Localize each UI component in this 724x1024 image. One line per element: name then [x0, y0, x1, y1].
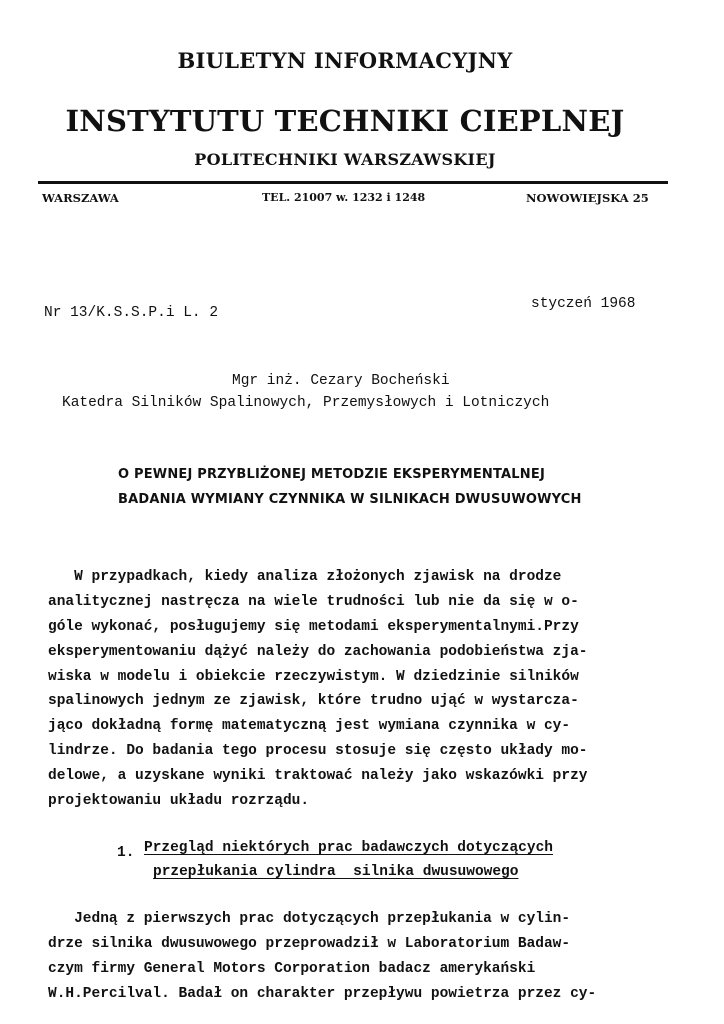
paragraph-intro — [48, 565, 588, 814]
text-line: góle wykonać, posługujemy się metodami eksperymentalnymi.Przy — [48, 618, 579, 635]
text-line: spalinowych jednym ze zjawisk, które trudno ująć w wystarcza- — [48, 693, 579, 710]
paragraph-section1 — [48, 907, 596, 1007]
author-name: Mgr inż. Cezary Bocheński — [232, 373, 450, 389]
article-title-line2: BADANIA WYMIANY CZYNNIKA W SILNIKACH DWUSUWOWYCH — [118, 492, 582, 507]
address-telephone: TEL. 21007 w. 1232 i 1248 — [262, 191, 426, 204]
article-title-line1: O PEWNEJ PRZYBLIŻONEJ METODZIE EKSPERYMENTALNEJ — [118, 467, 545, 482]
header-rule — [38, 181, 668, 184]
text-line: drze silnika dwusuwowego przeprowadził w Laboratorium Badaw- — [48, 935, 571, 952]
author-affiliation: Katedra Silników Spalinowych, Przemysłowych i Lotniczych — [62, 395, 550, 411]
address-street: NOWOWIEJSKA 25 — [526, 191, 649, 205]
text-line: analitycznej nastręcza na wiele trudności lub nie da się w o- — [48, 593, 579, 610]
issue-number: Nr 13/K.S.S.P.i L. 2 — [44, 305, 219, 321]
text-line: czym firmy General Motors Corporation badacz amerykański — [48, 960, 536, 977]
section-heading-line1: Przegląd niektórych prac badawczych dotyczących — [144, 840, 553, 856]
text-line: W.H.Percilval. Badał on charakter przepływu powietrza przez cy- — [48, 985, 597, 1002]
text-line: jąco dokładną formę matematyczną jest wymiana czynnika w cy- — [48, 718, 571, 735]
section-heading-line2: przepłukania cylindra silnika dwusuwowego — [153, 864, 519, 880]
issue-date: styczeń 1968 — [531, 296, 636, 312]
text-line: delowe, a uzyskane wyniki traktować należy jako wskazówki przy — [48, 768, 588, 785]
address-city: WARSZAWA — [42, 191, 119, 205]
bulletin-title-line2: INSTYTUTU TECHNIKI CIEPLNEJ — [65, 104, 625, 138]
bulletin-title-line1: BIULETYN INFORMACYJNY — [177, 48, 513, 73]
text-line: eksperymentowaniu dążyć należy do zachowania podobieństwa zja- — [48, 643, 588, 660]
bulletin-title-line3: POLITECHNIKI WARSZAWSKIEJ — [194, 150, 496, 169]
section-number: 1. — [117, 845, 135, 861]
text-line: Jedną z pierwszych prac dotyczących przepłukania w cylin- — [48, 911, 571, 927]
text-line: wiska w modelu i obiekcie rzeczywistym. W dziedzinie silników — [48, 668, 579, 685]
text-line: projektowaniu układu rozrządu. — [48, 793, 310, 810]
text-line: W przypadkach, kiedy analiza złożonych zjawisk na drodze — [48, 569, 562, 585]
text-line: lindrze. Do badania tego procesu stosuje się często układy mo- — [48, 743, 588, 760]
